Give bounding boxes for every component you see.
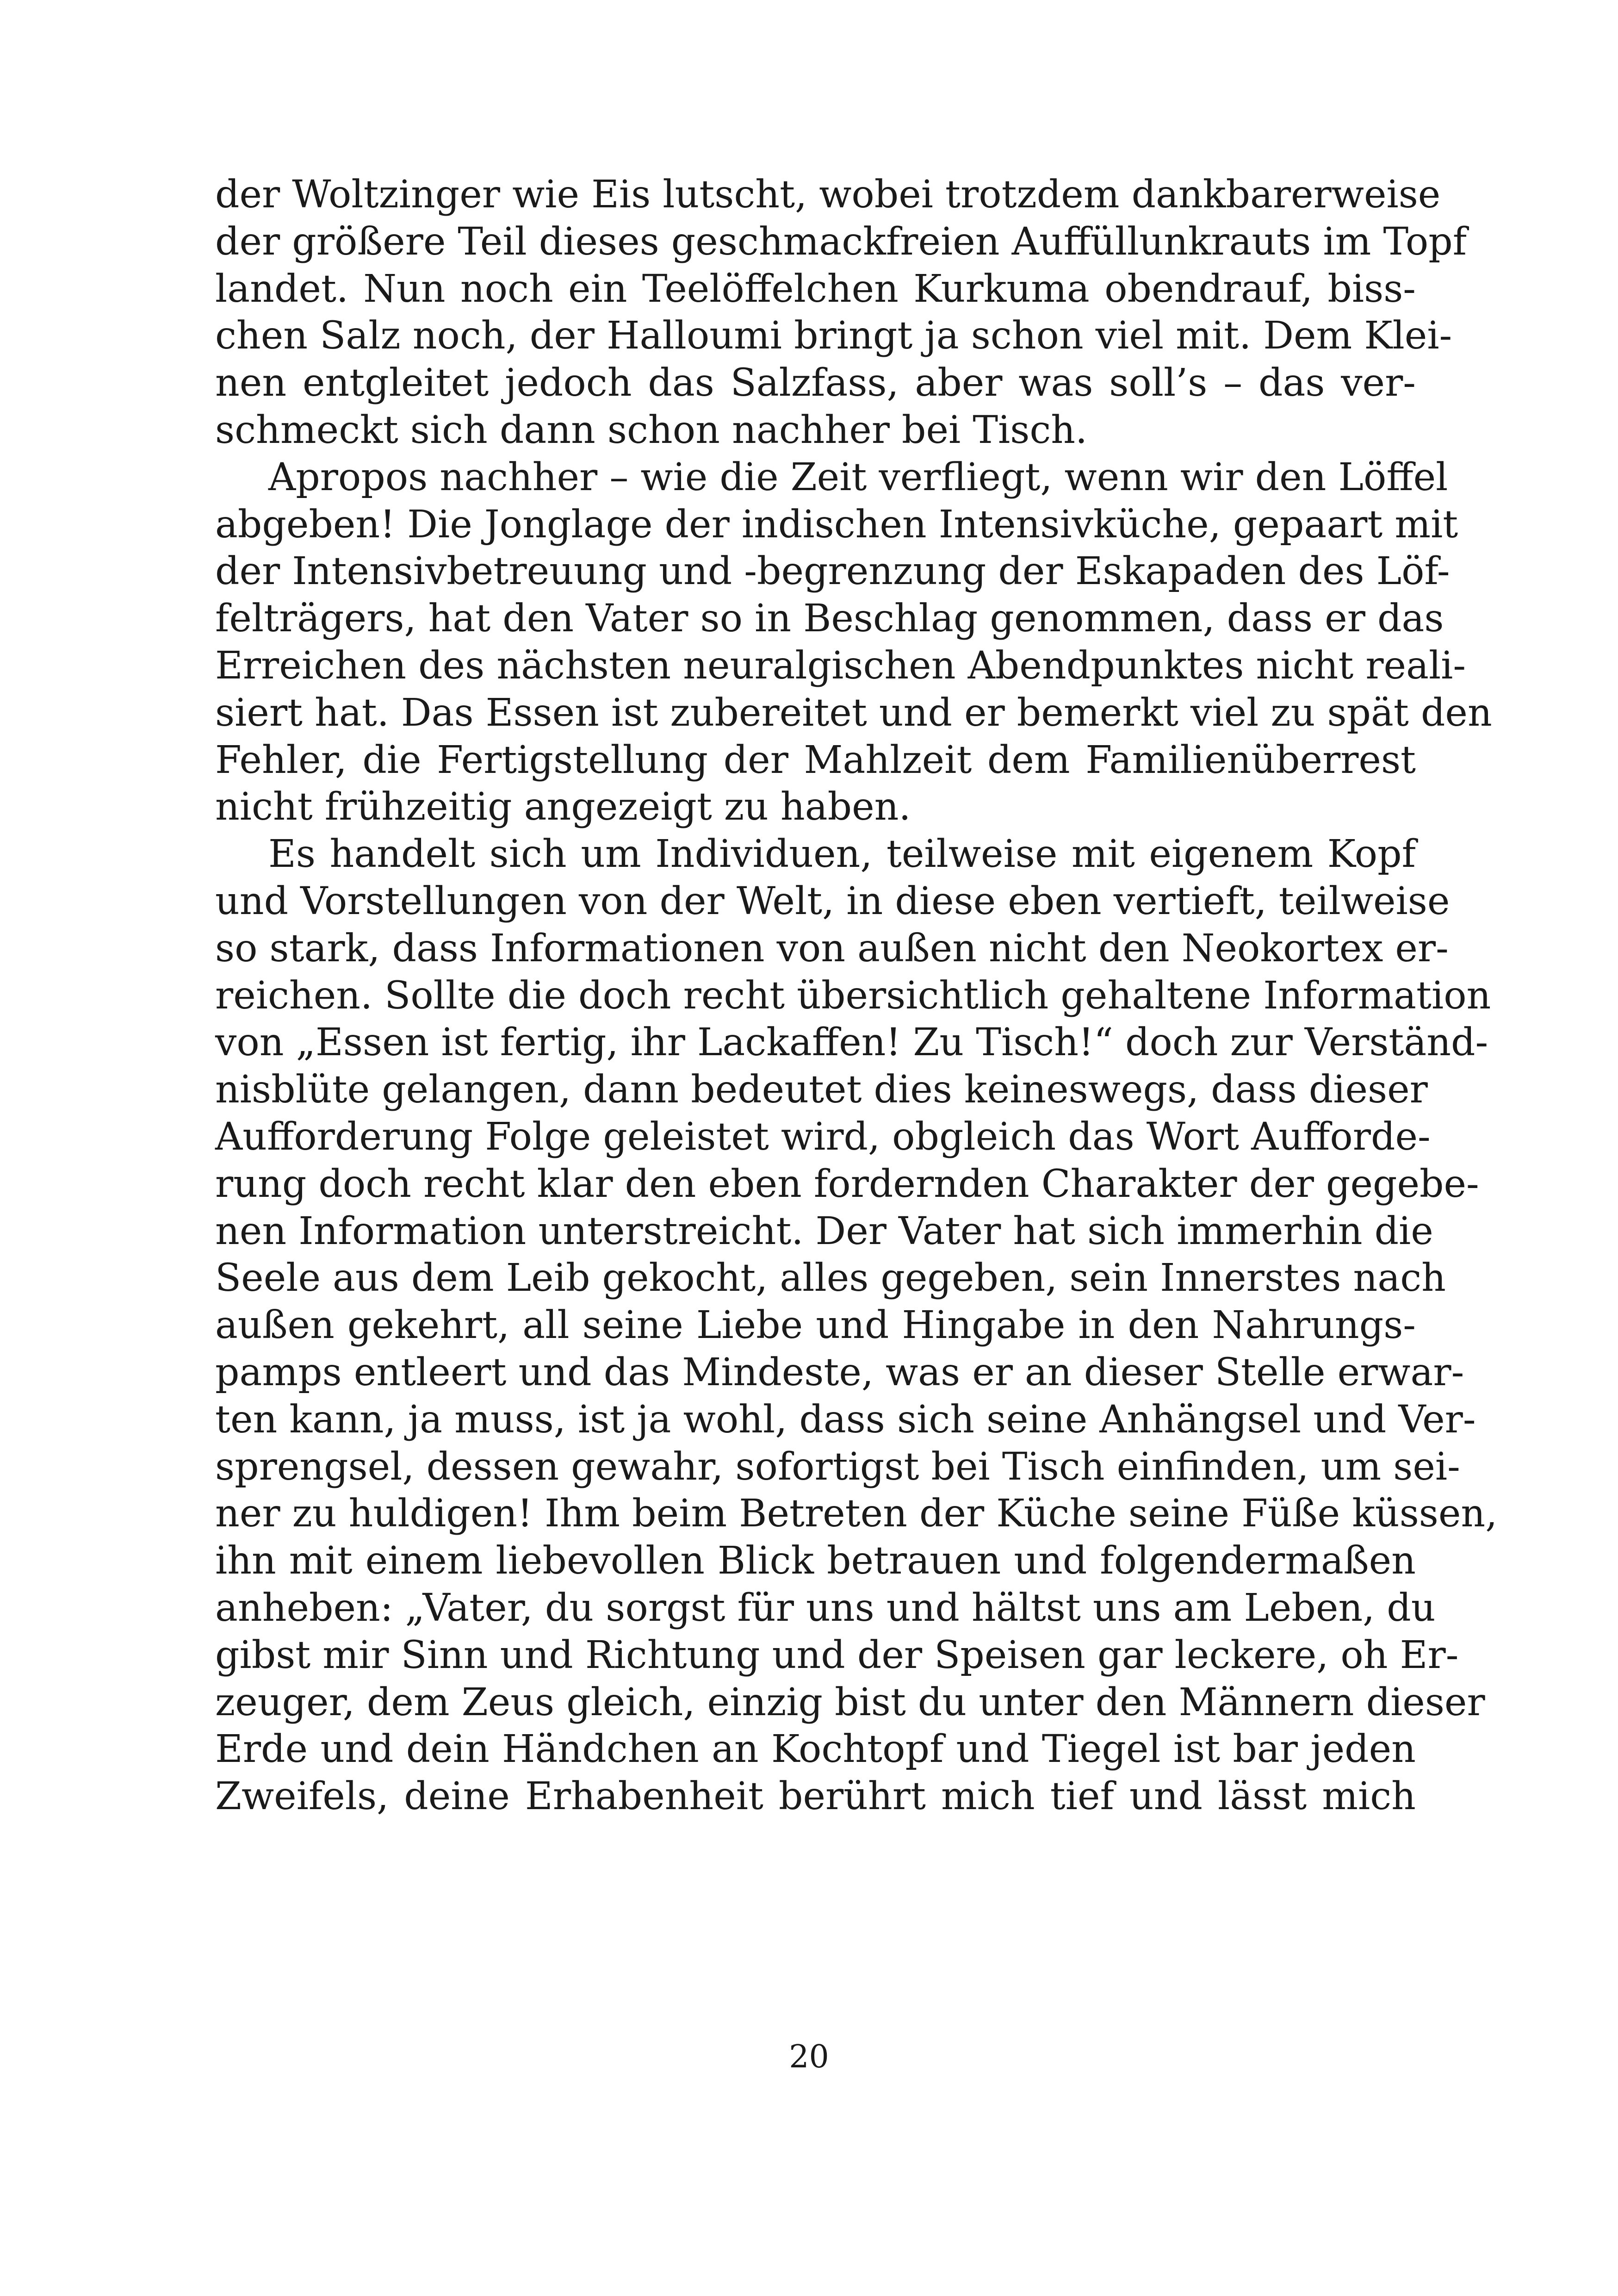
text-line: außen gekehrt, all seine Liebe und Hingabe in den Nahrungs-: [215, 1303, 1416, 1348]
text-line: rung doch recht klar den eben fordernden Charakter der gegebe-: [215, 1162, 1479, 1206]
text-line: abgeben! Die Jonglage der indischen Intensivküche, gepaart mit: [215, 502, 1458, 547]
text-line: nicht frühzeitig angezeigt zu haben.: [215, 785, 911, 829]
text-line: zeuger, dem Zeus gleich, einzig bist du unter den Männern dieser: [215, 1680, 1485, 1724]
text-line: chen Salz noch, der Halloumi bringt ja schon viel mit. Dem Klei-: [215, 314, 1452, 358]
page-number: 20: [789, 2039, 829, 2075]
text-line: so stark, dass Informationen von außen nicht den Neokortex er-: [215, 926, 1449, 971]
text-line: reichen. Sollte die doch recht übersichtlich gehaltene Information: [215, 973, 1491, 1018]
text-line: nen entgleitet jedoch das Salzfass, aber was soll’s – das ver-: [215, 361, 1416, 405]
text-line: felträgers, hat den Vater so in Beschlag genommen, dass er das: [215, 597, 1444, 641]
text-line: Aufforderung Folge geleistet wird, obgleich das Wort Aufforde-: [215, 1114, 1431, 1159]
text-line: Fehler, die Fertigstellung der Mahlzeit dem Familienüberrest: [215, 738, 1416, 782]
text-line: siert hat. Das Essen ist zubereitet und er bemerkt viel zu spät den: [215, 691, 1492, 735]
text-line: der Intensivbetreuung und -begrenzung der Eskapaden des Löf-: [215, 549, 1450, 594]
text-line: schmeckt sich dann schon nachher bei Tisch.: [215, 408, 1088, 452]
text-line: sprengsel, dessen gewahr, sofortigst bei Tisch einfinden, um sei-: [215, 1444, 1460, 1489]
text-line: landet. Nun noch ein Teelöffelchen Kurkuma obendrauf, biss-: [215, 267, 1416, 311]
text-line: von „Essen ist fertig, ihr Lackaffen! Zu Tisch!“ doch zur Verständ-: [215, 1020, 1488, 1065]
text-line: nisblüte gelangen, dann bedeutet dies keineswegs, dass dieser: [215, 1068, 1428, 1112]
text-line: Erde und dein Händchen an Kochtopf und Tiegel ist bar jeden: [215, 1727, 1416, 1772]
text-line: der Woltzinger wie Eis lutscht, wobei trotzdem dankbarerweise: [215, 173, 1441, 217]
text-line: und Vorstellungen von der Welt, in diese eben vertieft, teilweise: [215, 879, 1450, 923]
text-line: ten kann, ja muss, ist ja wohl, dass sich seine Anhängsel und Ver-: [215, 1397, 1476, 1442]
text-line: ihn mit einem liebevollen Blick betrauen und folgendermaßen: [215, 1539, 1416, 1583]
body-text: [215, 171, 1498, 1820]
text-line: Seele aus dem Leib gekocht, alles gegeben, sein Innerstes nach: [215, 1256, 1446, 1300]
text-line: pamps entleert und das Mindeste, was er an dieser Stelle erwar-: [215, 1350, 1464, 1394]
text-line: nen Information unterstreicht. Der Vater hat sich immerhin die: [215, 1209, 1433, 1253]
text-line: Erreichen des nächsten neuralgischen Abendpunktes nicht reali-: [215, 643, 1466, 688]
text-line: Apropos nachher – wie die Zeit verfliegt, wenn wir den Löffel: [268, 455, 1448, 499]
text-line: ner zu huldigen! Ihm beim Betreten der Küche seine Füße küssen,: [215, 1492, 1498, 1536]
text-line: gibst mir Sinn und Richtung und der Speisen gar leckere, oh Er-: [215, 1633, 1459, 1677]
text-line: anheben: „Vater, du sorgst für uns und hältst uns am Leben, du: [215, 1586, 1436, 1630]
text-line: Zweifels, deine Erhabenheit berührt mich tief und lässt mich: [215, 1774, 1416, 1819]
text-line: Es handelt sich um Individuen, teilweise mit eigenem Kopf: [268, 832, 1416, 877]
text-line: der größere Teil dieses geschmackfreien Auffüllunkrauts im Topf: [215, 219, 1467, 264]
